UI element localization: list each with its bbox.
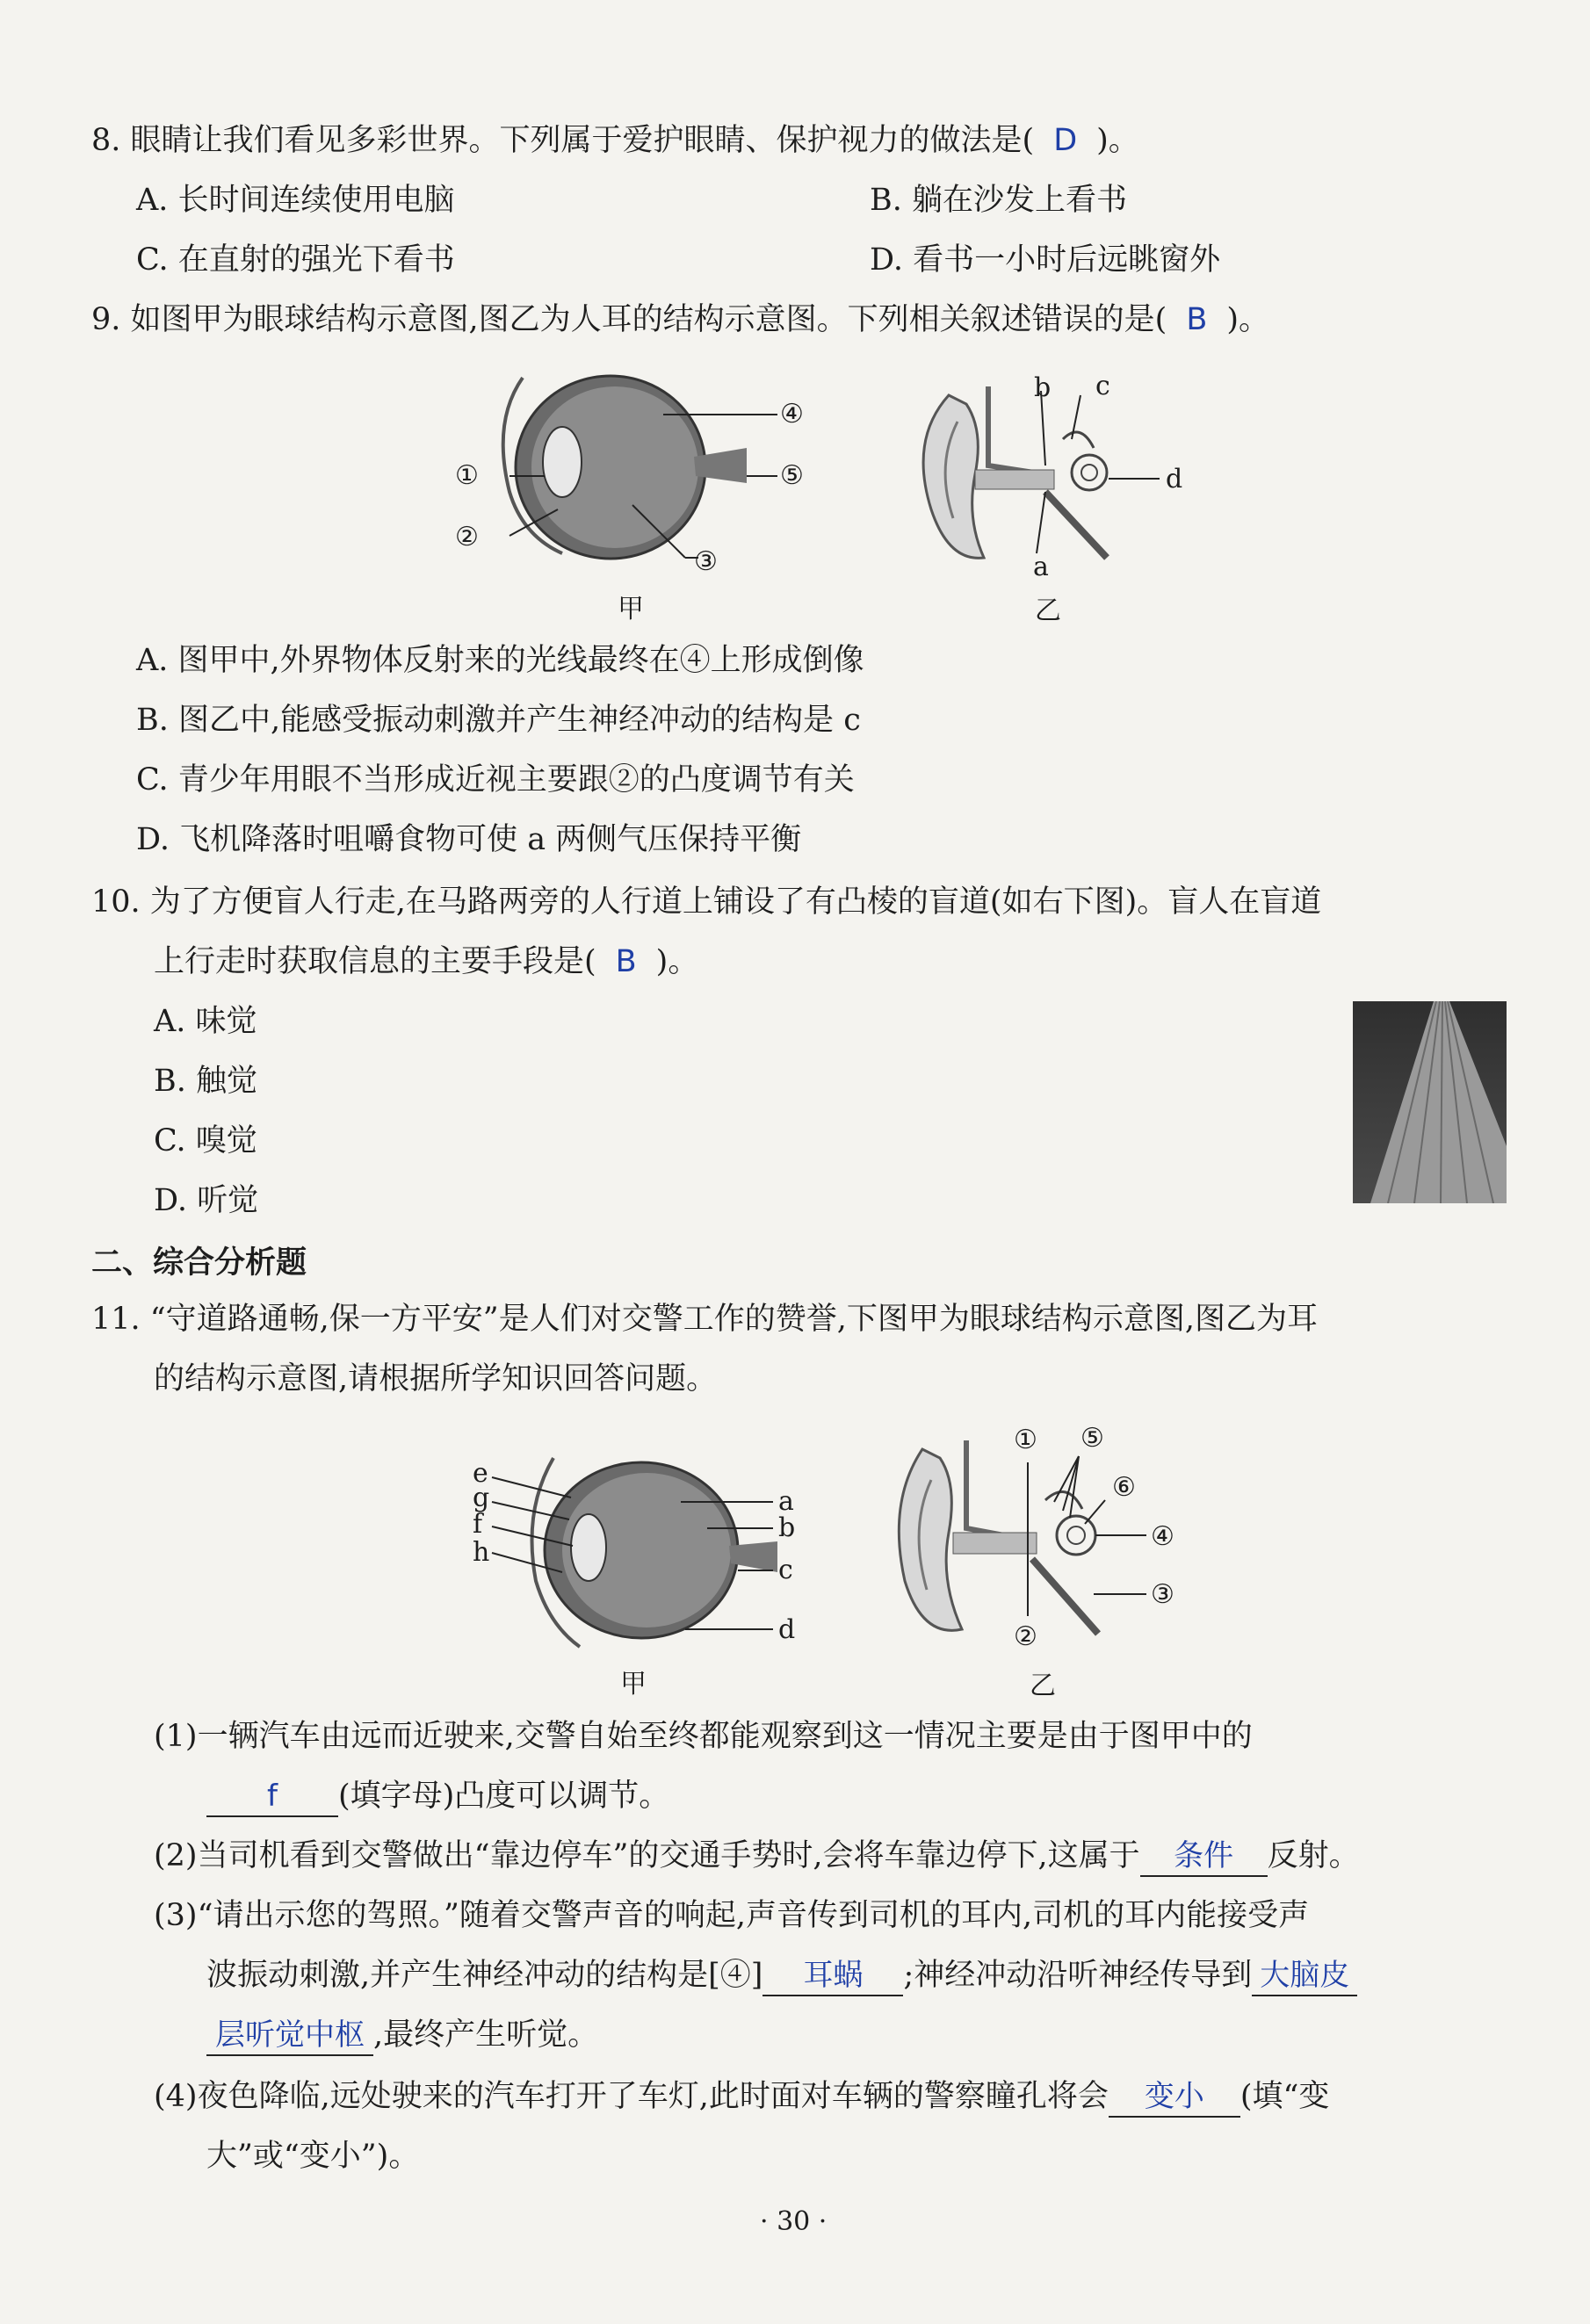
q9-eye-label-4: ④ [780, 399, 804, 429]
q10-option-a: A. 味觉 [154, 1004, 257, 1039]
q11-p4-post: (填“变 [1239, 2079, 1330, 2114]
q11-p3-line2 [206, 1956, 1357, 1996]
q11-p2 [154, 1837, 1360, 1877]
q11-eye-diagram [474, 1449, 808, 1664]
q11-p3-line2-mid: ;神经冲动沿听神经传导到 [903, 1958, 1253, 1993]
q11-eye-label-b: b [778, 1512, 796, 1543]
q11-eye-label-g: g [473, 1483, 490, 1513]
q9-option-a: A. 图甲中,外界物体反射来的光线最终在④上形成倒像 [136, 643, 864, 678]
q9-ear-label-d: d [1166, 464, 1183, 494]
q11-eye-label-c: c [778, 1555, 793, 1585]
q11-p3-line1: (3)“请出示您的驾照。”随着交警声音的响起,声音传到司机的耳内,司机的耳内能接受声 [154, 1898, 1310, 1933]
q9-ear-label-c: c [1095, 371, 1110, 401]
q9-ear-label-a: a [1033, 552, 1049, 582]
q9-option-c: C. 青少年用眼不当形成近视主要跟②的凸度调节有关 [136, 762, 855, 798]
q11-ear-label-3: ③ [1151, 1579, 1174, 1610]
q9-caption-jia: 甲 [618, 594, 644, 624]
q10-close: )。 [655, 944, 699, 979]
q11-p1-line2 [206, 1777, 669, 1817]
q10-line2-text: 上行走时获取信息的主要手段是( [154, 944, 596, 979]
section-2-heading: 二、综合分析题 [91, 1245, 307, 1281]
q11-p2-answer: 条件 [1140, 1837, 1268, 1877]
q9-answer: B [1186, 302, 1208, 337]
q11-p2-post: 反射。 [1267, 1838, 1360, 1873]
q9-eye-diagram [457, 360, 826, 588]
q11-p3-line2-text: 波振动刺激,并产生神经冲动的结构是[④] [206, 1958, 763, 1993]
q11-caption-yi: 乙 [1030, 1671, 1056, 1701]
q11-ear-label-6: ⑥ [1112, 1472, 1136, 1503]
q8-option-d: D. 看书一小时后远眺窗外 [870, 242, 1221, 278]
q10-option-c: C. 嗅觉 [154, 1123, 257, 1158]
q11-p1-line2-text: (填字母)凸度可以调节。 [338, 1779, 670, 1814]
q9-option-d: D. 飞机降落时咀嚼食物可使 a 两侧气压保持平衡 [136, 822, 802, 857]
q8-stem [91, 121, 1139, 160]
q11-eye-label-h: h [473, 1537, 490, 1568]
q9-eye-label-1: ① [455, 460, 479, 491]
q10-option-d: D. 听觉 [154, 1183, 259, 1218]
q11-p3-line3-text: ,最终产生听觉。 [373, 2017, 599, 2053]
q8-stem-text: 8. 眼睛让我们看见多彩世界。下列属于爱护眼睛、保护视力的做法是( [91, 123, 1035, 158]
q11-p2-text: (2)当司机看到交警做出“靠边停车”的交通手势时,会将车靠边停下,这属于 [154, 1838, 1140, 1873]
q11-p3-answer2a: 大脑皮 [1252, 1956, 1357, 1996]
q9-eye-label-2: ② [455, 522, 479, 552]
q11-ear-label-2: ② [1014, 1621, 1037, 1652]
q11-eye-label-e: e [473, 1458, 488, 1489]
q8-option-a: A. 长时间连续使用电脑 [136, 183, 455, 218]
q11-p1-answer: f [206, 1777, 338, 1817]
q11-eye-label-a: a [778, 1486, 794, 1517]
q11-p4-text: (4)夜色降临,远处驶来的汽车打开了车灯,此时面对车辆的警察瞳孔将会 [154, 2079, 1109, 2114]
q11-eye-label-f: f [473, 1509, 483, 1540]
q8-answer: D [1053, 123, 1078, 158]
q9-eye-label-3: ③ [694, 546, 718, 577]
q11-p4-line2: 大”或“变小”)。 [206, 2139, 420, 2174]
q8-close: )。 [1096, 123, 1139, 158]
q11-p1-line1: (1)一辆汽车由远而近驶来,交警自始至终都能观察到这一情况主要是由于图甲中的 [154, 1719, 1253, 1754]
q11-p3-answer1: 耳蜗 [762, 1956, 903, 1996]
q9-option-b: B. 图乙中,能感受振动刺激并产生神经冲动的结构是 c [136, 703, 861, 738]
q11-p3-line3 [206, 2016, 598, 2056]
page-number: · 30 · [760, 2206, 828, 2237]
q10-line2 [154, 942, 698, 981]
q11-p4-answer: 变小 [1109, 2077, 1240, 2118]
q8-option-c: C. 在直射的强光下看书 [136, 242, 455, 278]
q10-answer: B [615, 944, 637, 979]
q11-ear-label-5: ⑤ [1080, 1423, 1104, 1454]
q9-stem [91, 300, 1269, 339]
q11-ear-label-1: ① [1014, 1425, 1037, 1455]
q11-p3-answer2b: 层听觉中枢 [206, 2016, 373, 2056]
q9-caption-yi: 乙 [1035, 595, 1061, 626]
q9-eye-label-5: ⑤ [780, 460, 804, 491]
q11-ear-label-4: ④ [1151, 1521, 1174, 1552]
q11-caption-jia: 甲 [620, 1669, 647, 1700]
q9-close: )。 [1226, 302, 1269, 337]
q8-option-b: B. 躺在沙发上看书 [870, 183, 1127, 218]
q9-stem-text: 9. 如图甲为眼球结构示意图,图乙为人耳的结构示意图。下列相关叙述错误的是( [91, 302, 1167, 337]
tactile-paving-photo [1353, 1001, 1507, 1203]
q11-eye-label-d: d [778, 1614, 796, 1645]
q10-line1: 10. 为了方便盲人行走,在马路两旁的人行道上铺设了有凸棱的盲道(如右下图)。盲人在盲道 [91, 884, 1322, 920]
q10-option-b: B. 触觉 [154, 1064, 257, 1099]
q11-line2: 的结构示意图,请根据所学知识回答问题。 [154, 1361, 718, 1397]
q11-line1: 11. “守道路通畅,保一方平安”是人们对交警工作的赞誉,下图甲为眼球结构示意图,图乙为耳 [91, 1302, 1318, 1337]
q11-p4-line1 [154, 2077, 1329, 2118]
q9-ear-label-b: b [1034, 372, 1052, 403]
